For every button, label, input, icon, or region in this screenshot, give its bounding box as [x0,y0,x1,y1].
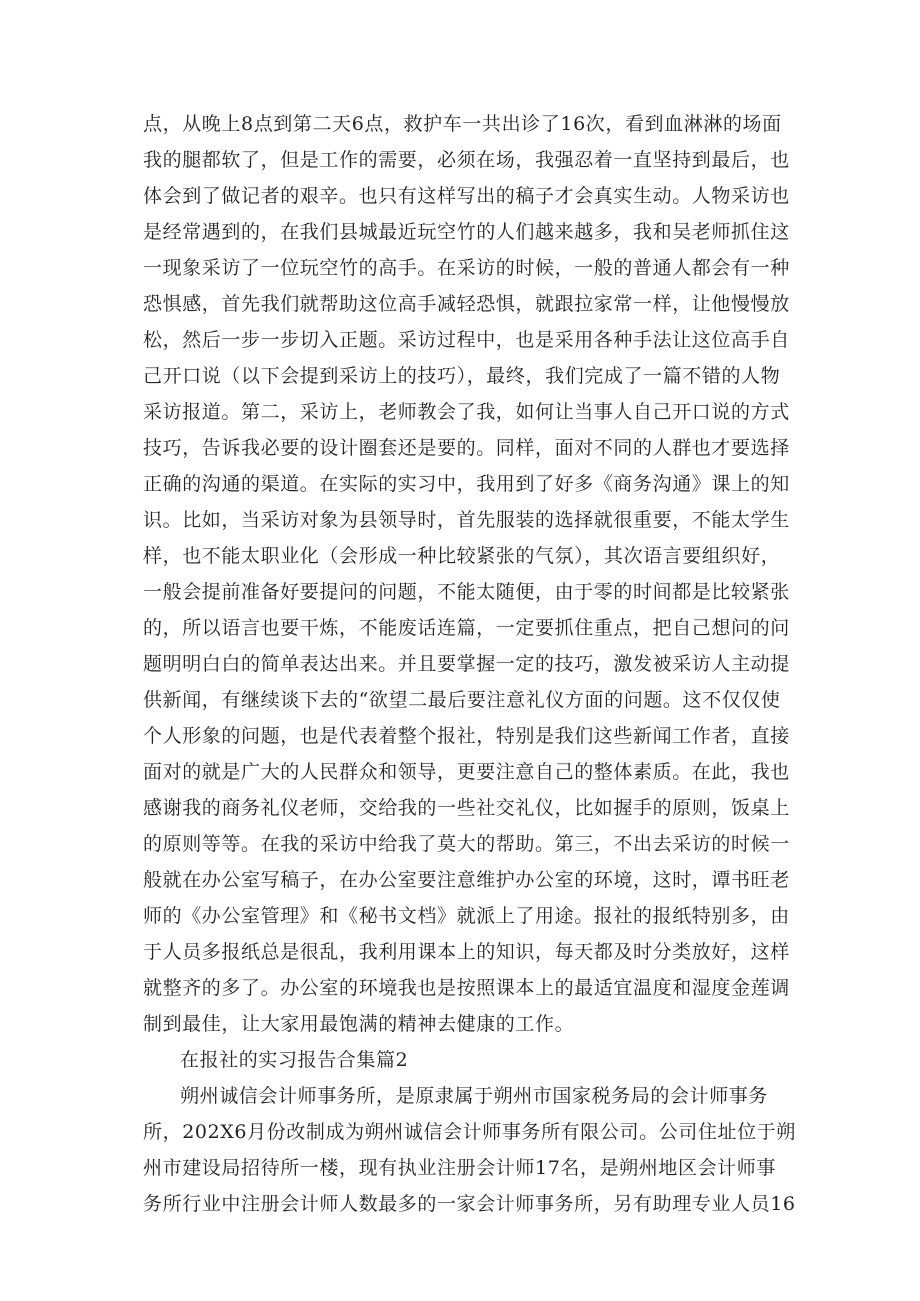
body-line-18: 个人形象的问题，也是代表着整个报社，特别是我们这些新闻工作者，直接 [143,725,790,747]
body-line-1: 点，从晚上8点到第二天6点，救护车一共出诊了16次，看到血淋淋的场面 [143,113,782,135]
body-line-9: 采访报道。第二，采访上，老师教会了我，如何让当事人自己开口说的方式 [143,401,790,423]
body-line-23: 师的《办公室管理》和《秘书文档》就派上了用途。报社的报纸特别多，由 [143,905,790,927]
body-line-19: 面对的就是广大的人民群众和领导，更要注意自己的整体素质。在此，我也 [143,761,790,783]
body-line-22: 般就在办公室写稿子，在办公室要注意维护办公室的环境，这时，谭书旺老 [143,869,790,891]
body-line-2: 我的腿都软了，但是工作的需要，必须在场，我强忍着一直坚持到最后，也 [143,149,790,171]
body-line-24: 于人员多报纸总是很乱，我利用课本上的知识，每天都及时分类放好，这样 [143,941,790,963]
body-line-8: 己开口说（以下会提到采访上的技巧），最终，我们完成了一篇不错的人物 [143,365,781,387]
body-line-12: 识。比如，当采访对象为县领导时，首先服装的选择就很重要，不能太学生 [143,509,790,531]
body-line-6: 恐惧感，首先我们就帮助这位高手减轻恐惧，就跟拉家常一样，让他慢慢放 [143,293,790,315]
body-line-4: 是经常遇到的，在我们县城最近玩空竹的人们越来越多，我和吴老师抓住这 [143,221,790,243]
body-line-26: 制到最佳，让大家用最饱满的精神去健康的工作。 [143,1013,575,1035]
body-line-14: 一般会提前准备好要提问的问题，不能太随便，由于零的时间都是比较紧张 [143,581,790,603]
body-line-20: 感谢我的商务礼仪老师，交给我的一些社交礼仪，比如握手的原则，饭桌上 [143,797,790,819]
section-line-4: 务所行业中注册会计师人数最多的一家会计师事务所，另有助理专业人员16 [143,1193,796,1215]
body-line-16: 题明明白白的简单表达出来。并且要掌握一定的技巧，激发被采访人主动提 [143,653,790,675]
body-line-21: 的原则等等。在我的采访中给我了莫大的帮助。第三，不出去采访的时候一 [143,833,790,855]
body-line-25: 就整齐的多了。办公室的环境我也是按照课本上的最适宜温度和湿度金莲调 [143,977,790,999]
body-line-7: 松，然后一步一步切入正题。采访过程中，也是采用各种手法让这位高手自 [143,329,790,351]
body-line-11: 正确的沟通的渠道。在实际的实习中，我用到了好多《商务沟通》课上的知 [143,473,790,495]
body-line-13: 样，也不能太职业化（会形成一种比较紧张的气氛），其次语言要组织好， [143,545,781,567]
section-line-1: 朔州诚信会计师事务所，是原隶属于朔州市国家税务局的会计师事务 [180,1085,769,1107]
body-line-3: 体会到了做记者的艰辛。也只有这样写出的稿子才会真实生动。人物采访也 [143,185,790,207]
body-line-5: 一现象采访了一位玩空竹的高手。在采访的时候，一般的普通人都会有一种 [143,257,790,279]
section-line-3: 州市建设局招待所一楼，现有执业注册会计师17名，是朔州地区会计师事 [143,1157,776,1179]
body-line-15: 的，所以语言也要干炼，不能废话连篇，一定要抓住重点，把自己想问的问 [143,617,790,639]
section-line-2: 所，202X6月份改制成为朔州诚信会计师事务所有限公司。公司住址位于朔 [143,1121,796,1143]
body-line-17: 供新闻，有继续谈下去的“欲望二最后要注意礼仪方面的问题。这不仅仅使 [143,689,781,711]
section-heading: 在报社的实习报告合集篇2 [180,1049,409,1071]
body-line-10: 技巧，告诉我必要的设计圈套还是要的。同样，面对不同的人群也才要选择 [143,437,790,459]
